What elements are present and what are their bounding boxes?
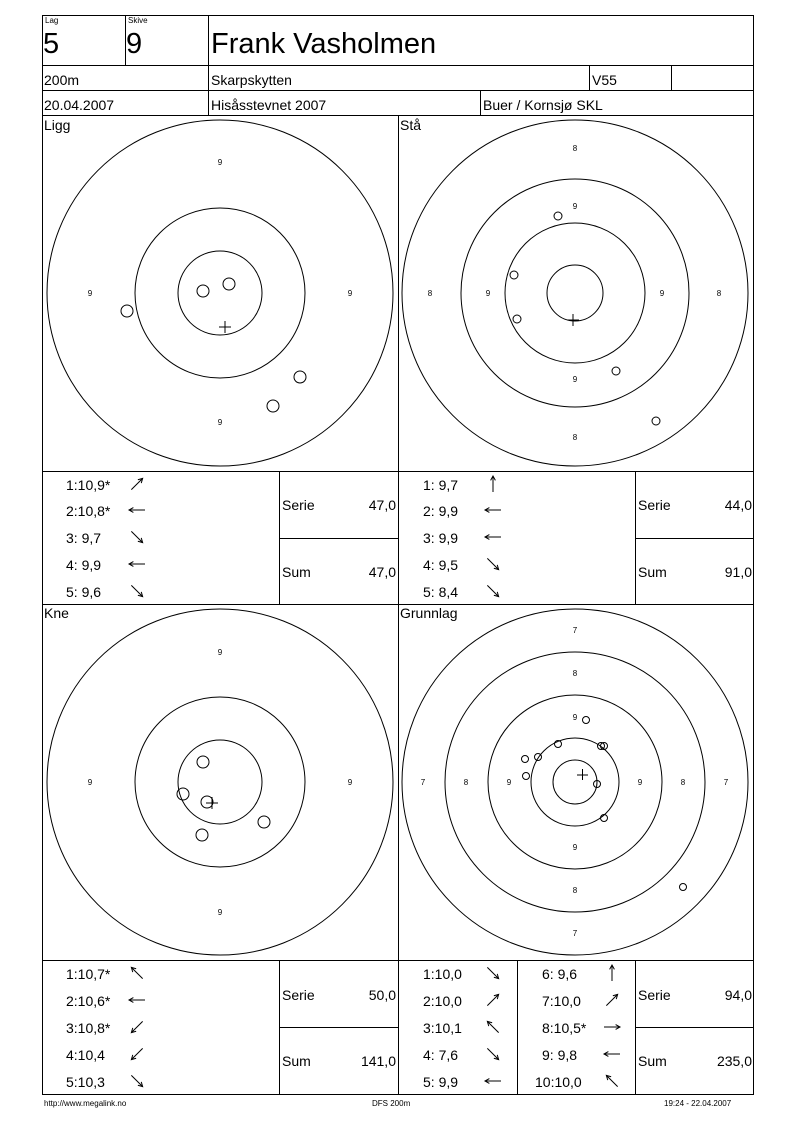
serie-value: 50,0: [368, 987, 396, 1003]
shot-score: 3:10,1: [423, 1020, 462, 1036]
ring-label: 8: [572, 433, 578, 442]
direction-arrow-icon: [129, 562, 145, 567]
direction-arrow-icon: [610, 965, 615, 981]
direction-arrow-icon: [606, 994, 617, 1005]
direction-arrow-icon: [131, 585, 142, 596]
ring-label: 9: [217, 418, 223, 427]
sum-label: Sum: [638, 1053, 667, 1069]
shot-score: 6: 9,6: [542, 966, 578, 982]
footer-timestamp: 19:24 - 22.04.2007: [664, 1099, 732, 1108]
ring-label: 7: [572, 626, 578, 635]
shot-score: 8:10,5*: [542, 1020, 587, 1036]
serie-label: Serie: [282, 497, 315, 513]
date: 20.04.2007: [44, 97, 115, 113]
sum-value: 141,0: [360, 1053, 396, 1069]
serie-value: 94,0: [724, 987, 752, 1003]
direction-arrow-icon: [131, 478, 142, 489]
ring-label: 8: [572, 669, 578, 678]
direction-arrow-icon: [487, 1048, 498, 1059]
direction-arrow-icon: [129, 998, 145, 1003]
ring-label: 8: [463, 778, 469, 787]
shot-score: 2:10,8*: [66, 503, 111, 519]
shot-score: 4: 9,5: [423, 557, 459, 573]
serie-label: Serie: [638, 497, 671, 513]
serie-label: Serie: [638, 987, 671, 1003]
shot-score: 4: 7,6: [423, 1047, 459, 1063]
ring-label: 7: [723, 778, 729, 787]
ring-label: 9: [485, 289, 491, 298]
serie-value: 47,0: [368, 497, 396, 513]
club: Skarpskytten: [211, 72, 292, 88]
direction-arrow-icon: [131, 1075, 142, 1086]
shot-score: 3: 9,7: [66, 530, 102, 546]
shot-score: 4:10,4: [66, 1047, 105, 1063]
location: Buer / Kornsjø SKL: [483, 97, 603, 113]
direction-arrow-icon: [604, 1025, 620, 1030]
shot-score: 3: 9,9: [423, 530, 459, 546]
shot-score: 4: 9,9: [66, 557, 102, 573]
distance: 200m: [44, 72, 80, 88]
panel-title-kne: Kne: [44, 605, 69, 621]
direction-arrow-icon: [485, 508, 501, 513]
shot-score: 2:10,0: [423, 993, 462, 1009]
shot-score: 1:10,7*: [66, 966, 111, 982]
ring-label: 9: [217, 908, 223, 917]
ring-label: 8: [680, 778, 686, 787]
shot-score: 2: 9,9: [423, 503, 459, 519]
direction-arrow-icon: [131, 1048, 142, 1059]
footer-url: http://www.megalink.no: [44, 1099, 127, 1108]
shot-score: 10:10,0: [535, 1074, 582, 1090]
shot-score: 5:10,3: [66, 1074, 105, 1090]
ring-label: 8: [572, 886, 578, 895]
sum-value: 91,0: [724, 564, 752, 580]
lag-value: 5: [43, 28, 60, 60]
event-name: Hisåsstevnet 2007: [211, 97, 327, 113]
ring-label: 9: [637, 778, 643, 787]
shooter-name: Frank Vasholmen: [211, 28, 437, 60]
ring-label: 9: [572, 375, 578, 384]
ring-label: 9: [572, 713, 578, 722]
skive-value: 9: [126, 28, 143, 60]
ring-label: 7: [420, 778, 426, 787]
ring-label: 9: [217, 648, 223, 657]
panel-title-ligg: Ligg: [44, 117, 71, 133]
shot-score: 5: 9,9: [423, 1074, 459, 1090]
ring-label: 8: [427, 289, 433, 298]
direction-arrow-icon: [129, 508, 145, 513]
sum-value: 235,0: [716, 1053, 752, 1069]
direction-arrow-icon: [131, 531, 142, 542]
sum-label: Sum: [282, 564, 311, 580]
direction-arrow-icon: [131, 1021, 142, 1032]
shot-score: 1:10,9*: [66, 477, 111, 493]
direction-arrow-icon: [606, 1075, 617, 1086]
ring-label: 9: [506, 778, 512, 787]
footer-program: DFS 200m: [372, 1099, 411, 1108]
panel-title-sta: Stå: [400, 117, 422, 133]
sum-label: Sum: [282, 1053, 311, 1069]
ring-label: 9: [87, 778, 93, 787]
direction-arrow-icon: [487, 1021, 498, 1032]
shot-score: 2:10,6*: [66, 993, 111, 1009]
ring-label: 9: [572, 843, 578, 852]
skive-label: Skive: [128, 16, 148, 25]
ring-label: 9: [217, 158, 223, 167]
ring-label: 8: [572, 144, 578, 153]
ring-label: 8: [716, 289, 722, 298]
direction-arrow-icon: [604, 1052, 620, 1057]
panel-title-grunnlag: Grunnlag: [400, 605, 458, 621]
shot-score: 1: 9,7: [423, 477, 459, 493]
direction-arrow-icon: [485, 535, 501, 540]
class: V55: [592, 72, 617, 88]
shot-score: 5: 8,4: [423, 584, 459, 600]
direction-arrow-icon: [491, 476, 496, 492]
ring-label: 9: [347, 289, 353, 298]
direction-arrow-icon: [487, 967, 498, 978]
shot-score: 5: 9,6: [66, 584, 102, 600]
shot-score: 3:10,8*: [66, 1020, 111, 1036]
direction-arrow-icon: [487, 994, 498, 1005]
direction-arrow-icon: [487, 585, 498, 596]
serie-value: 44,0: [724, 497, 752, 513]
ring-label: 9: [347, 778, 353, 787]
lag-label: Lag: [45, 16, 59, 25]
ring-label: 9: [572, 202, 578, 211]
ring-label: 9: [659, 289, 665, 298]
shot-score: 7:10,0: [542, 993, 581, 1009]
shot-score: 9: 9,8: [542, 1047, 578, 1063]
direction-arrow-icon: [131, 967, 142, 978]
serie-label: Serie: [282, 987, 315, 1003]
shot-score: 1:10,0: [423, 966, 462, 982]
sum-value: 47,0: [368, 564, 396, 580]
direction-arrow-icon: [485, 1079, 501, 1084]
sum-label: Sum: [638, 564, 667, 580]
ring-label: 9: [87, 289, 93, 298]
direction-arrow-icon: [487, 558, 498, 569]
ring-label: 7: [572, 929, 578, 938]
